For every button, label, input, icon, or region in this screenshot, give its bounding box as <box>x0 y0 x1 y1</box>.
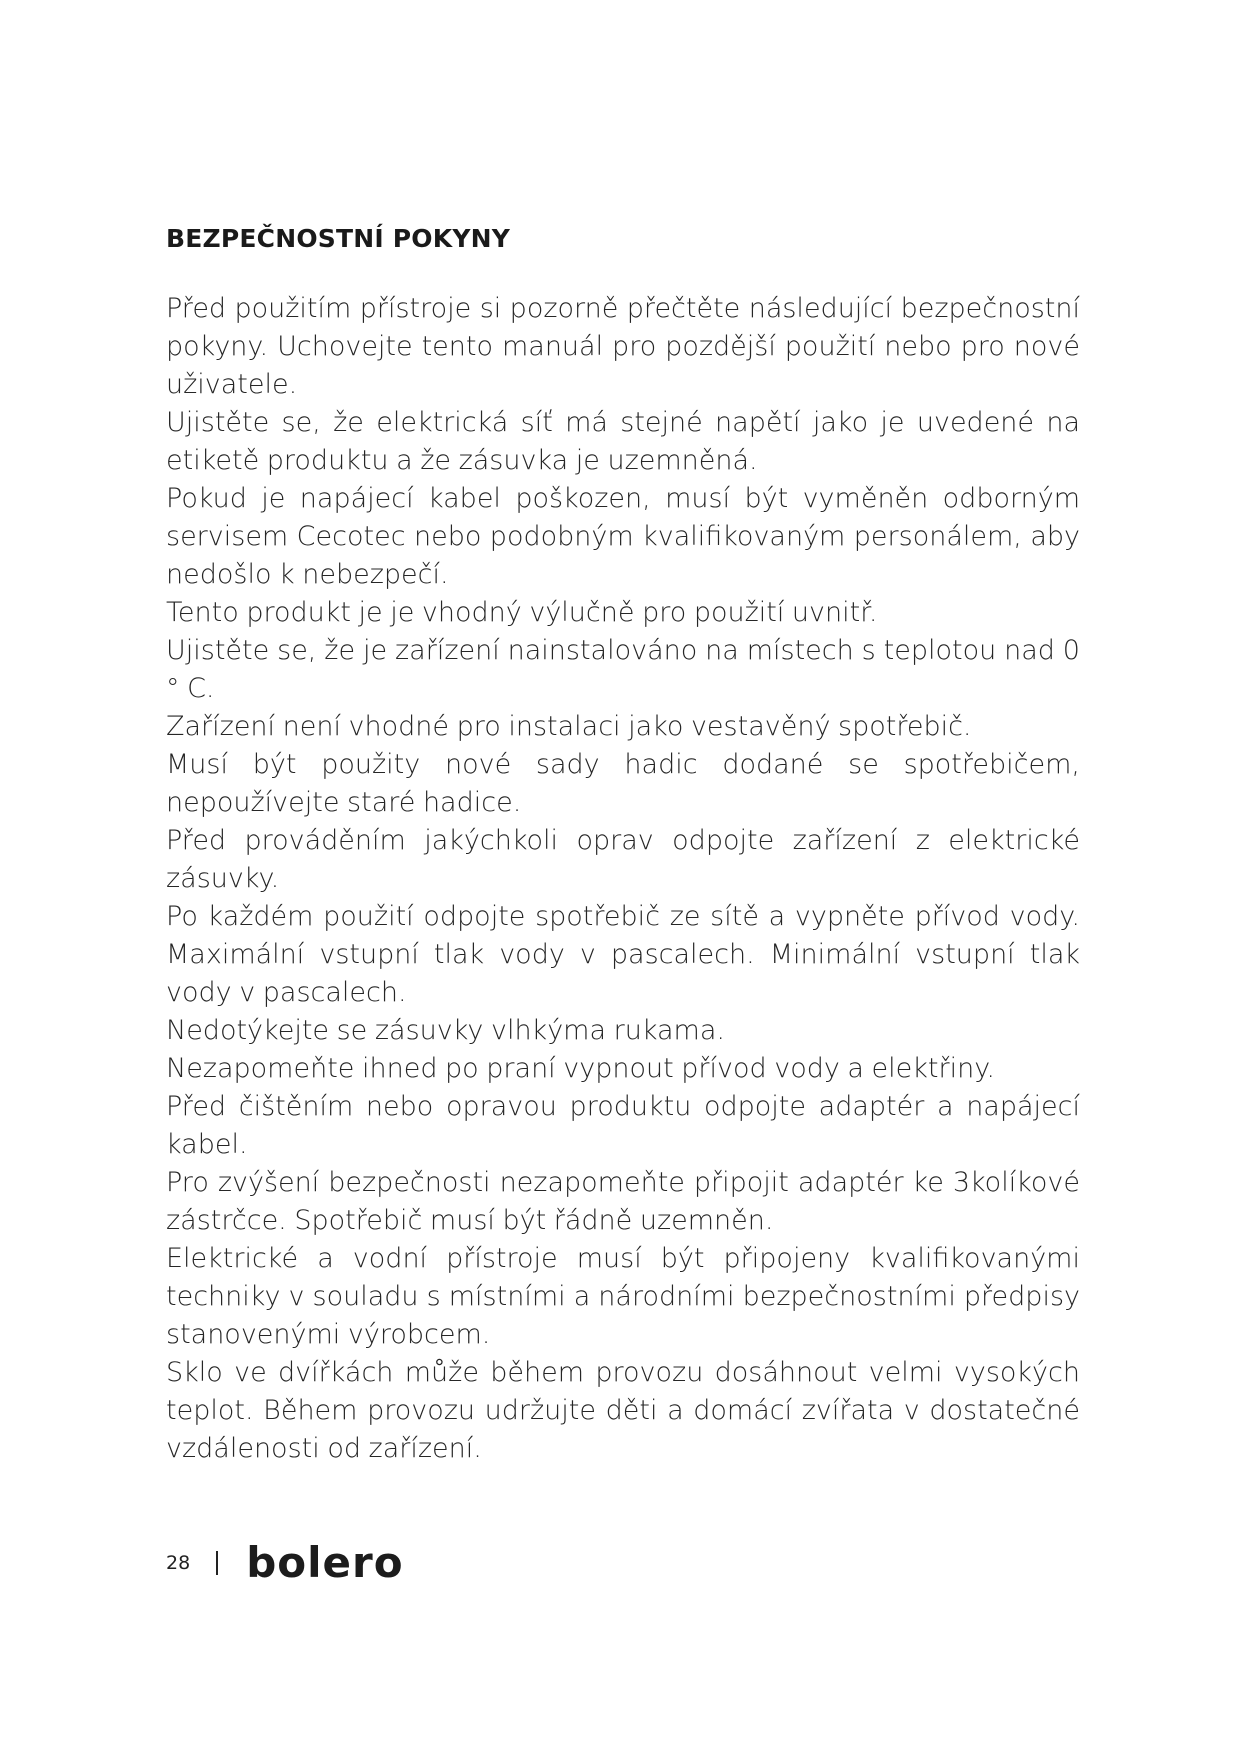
section-heading: BEZPEČNOSTNÍ POKYNY <box>166 224 511 253</box>
paragraph: Ujistěte se, že je zařízení nainstalováno na místech s teplotou nad 0 ° C. <box>166 635 1080 704</box>
paragraph: Před čištěním nebo opravou produktu odpojte adaptér a napájecí kabel. <box>166 1091 1080 1160</box>
paragraph: Nedotýkejte se zásuvky vlhkýma rukama. <box>166 1015 725 1046</box>
paragraph: Před prováděním jakýchkoli oprav odpojte zařízení z elektrické zásuvky. <box>166 825 1080 894</box>
page-number: 28 <box>166 1552 191 1574</box>
paragraph: Před použitím přístroje si pozorně přečtěte následující bezpečnostní pokyny. Uchovejte tento manuál pro pozdější použití nebo pro nové uživatele. <box>166 293 1080 400</box>
paragraph: Nezapomeňte ihned po praní vypnout přívod vody a elektřiny. <box>166 1053 995 1084</box>
paragraph: Musí být použity nové sady hadic dodané se spotřebičem, nepoužívejte staré hadice. <box>166 749 1080 818</box>
paragraph: Sklo ve dvířkách může během provozu dosáhnout velmi vysokých teplot. Během provozu udržujte děti a domácí zvířata v dostatečné vzdálenosti od zařízení. <box>166 1357 1080 1464</box>
page-footer <box>166 1538 404 1588</box>
paragraph: Ujistěte se, že elektrická síť má stejné napětí jako je uvedené na etiketě produktu a že zásuvka je uzemněná. <box>166 407 1080 476</box>
paragraph: Pokud je napájecí kabel poškozen, musí být vyměněn odborným servisem Cecotec nebo podobným kvalifikovaným personálem, aby nedošlo k nebezpečí. <box>166 483 1080 590</box>
bolero-logo: bolero <box>246 1538 404 1587</box>
paragraph: Tento produkt je je vhodný výlučně pro použití uvnitř. <box>166 597 878 628</box>
paragraph: Elektrické a vodní přístroje musí být připojeny kvalifikovanými techniky v souladu s místními a národními bezpečnostními předpisy stanovenými výrobcem. <box>166 1243 1080 1350</box>
paragraph: Pro zvýšení bezpečnosti nezapomeňte připojit adaptér ke 3kolíkové zástrčce. Spotřebič musí být řádně uzemněn. <box>166 1167 1080 1236</box>
safety-instructions <box>166 290 1080 1468</box>
footer-divider <box>216 1551 218 1575</box>
paragraph: Zařízení není vhodné pro instalaci jako vestavěný spotřebič. <box>166 711 972 742</box>
paragraph: Po každém použití odpojte spotřebič ze sítě a vypněte přívod vody. Maximální vstupní tlak vody v pascalech. Minimální vstupní tlak vody v pascalech. <box>166 901 1080 1008</box>
